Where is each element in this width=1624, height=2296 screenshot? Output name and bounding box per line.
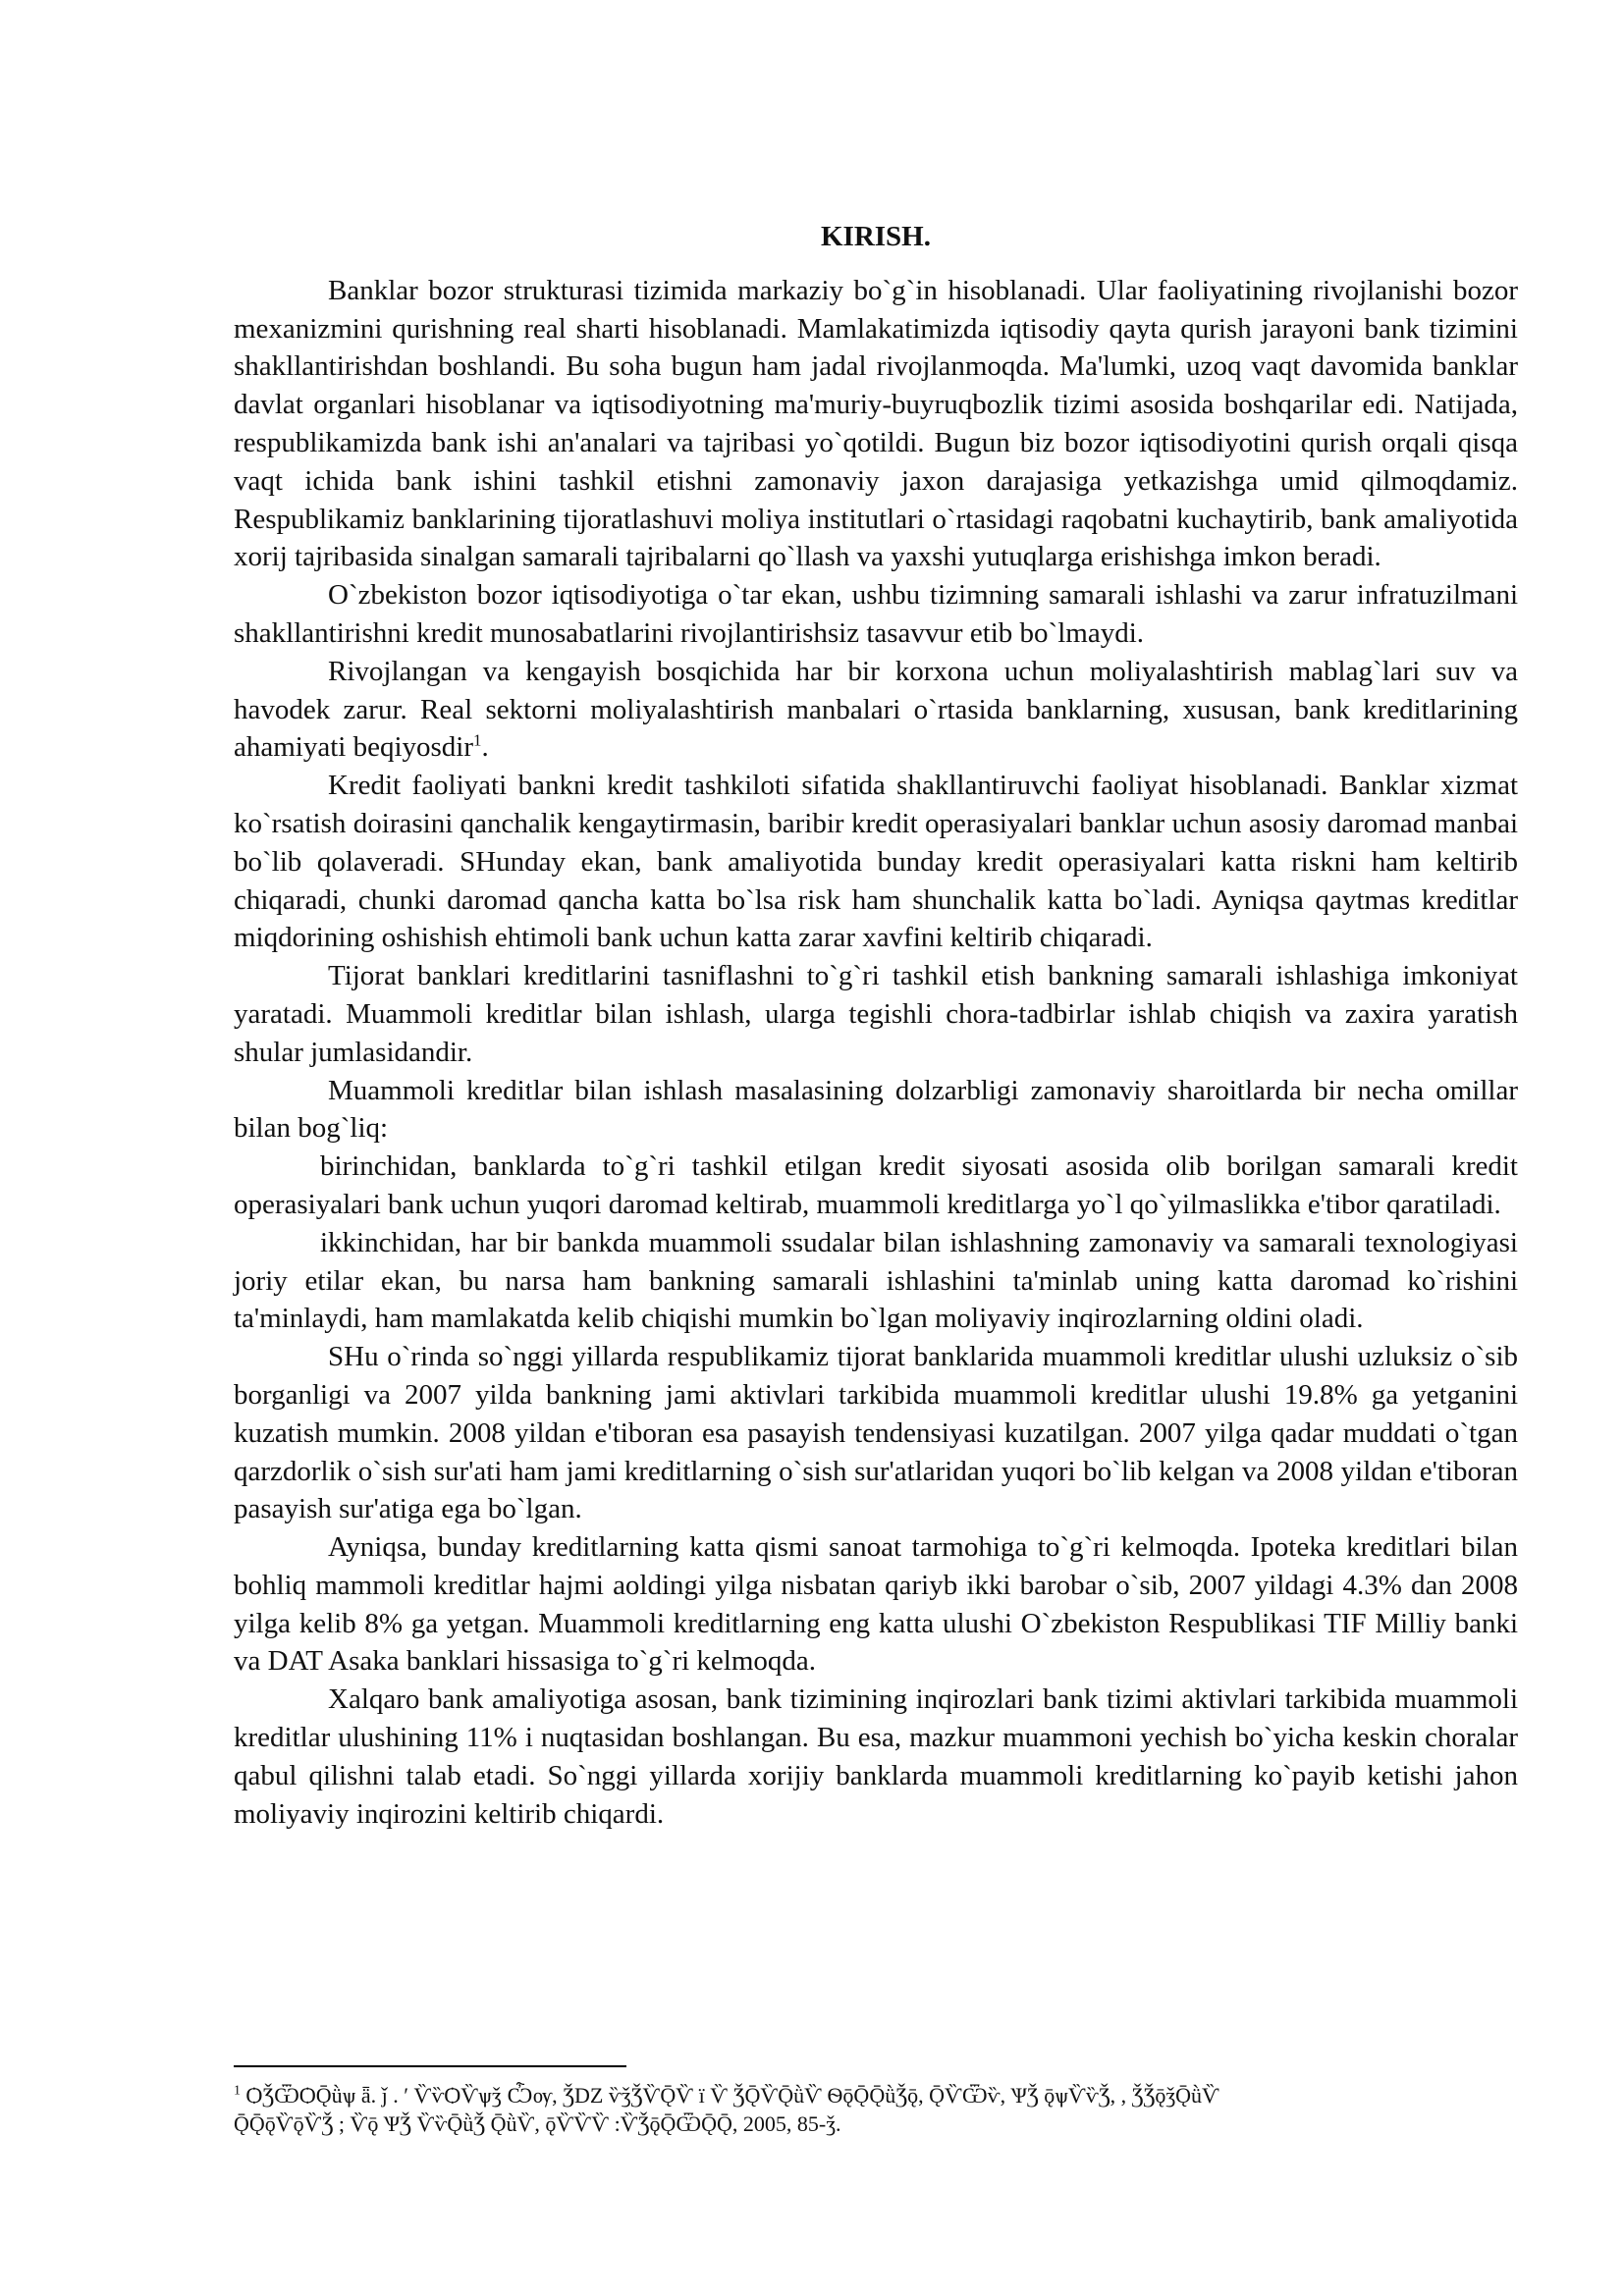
- paragraph-11: Xalqaro bank amaliyotiga asosan, bank tizimining inqirozlari bank tizimi aktivlari tarkibida muammoli kreditlar ulushining 11% i nuqtasidan boshlangan. Bu esa, mazkur muammoni yechish bo`yicha keskin choralar qabul qilishni talab etadi. So`nggi yillarda xorijiy banklarda muammoli kreditlarning ko`payib ketishi jahon moliyaviy inqirozini keltirib chiqardi.: [234, 1683, 1518, 1830]
- footnote-number: 1: [234, 2083, 241, 2099]
- paragraph-5: Tijorat banklari kreditlarini tasniflashni to`g`ri tashkil etish bankning samarali ishlashiga imkoniyat yaratadi. Muammoli kreditlar bilan ishlash, ularga tegishli chora-tadbirlar ishlab chiqish va zaxira yaratish shular jumlasidandir.: [234, 960, 1518, 1068]
- footnote-line-2: ǬǬǭѶǭѶǮ ; Ѷǭ ѰǮ ѶѷǬǜǮ ǬǜѶ, ǭѶѶѶ :ѶǮǭǬѾǬǬ, 2005, 85-ǯ.: [234, 2111, 841, 2136]
- list-item-second: ikkinchidan, har bir bankda muammoli ssudalar bilan ishlashning zamonaviy va samarali texnologiyasi joriy etilar ekan, bu narsa ham bankning samarali ishlashini ta'minlab uning katta daromad ko`rishini ta'minlaydi, ham mamlakatda kelib chiqishi mumkin bo`lgan moliyaviy inqirozlarning oldini oladi.: [234, 1226, 1518, 1335]
- paragraph-10: Ayniqsa, bunday kreditlarning katta qismi sanoat tarmohiga to`g`ri kelmoqda. Ipoteka kreditlari bilan bohliq mammoli kreditlar hajmi aoldingi yilga nisbatan qariyb ikki barobar o`sib, 2007 yildagi 4.3% dan 2008 yilga kelib 8% ga yetgan. Muammoli kreditlarning eng katta ulushi O`zbekiston Respublikasi TIF Milliy banki va DAT Asaka banklari hissasiga to`g`ri kelmoqda.: [234, 1531, 1518, 1678]
- paragraph-9: SHu o`rinda so`nggi yillarda respublikamiz tijorat banklarida muammoli kreditlar ulushi uzluksiz o`sib borganligi va 2007 yilda bankning jami aktivlari tarkibida muammoli kreditlar ulushi 19.8% ga yetganini kuzatish mumkin. 2008 yildan e'tiboran esa pasayish tendensiyasi kuzatilgan. 2007 yilga qadar muddati o`tgan qarzdorlik o`sish sur'ati ham jami kreditlarning o`sish sur'atlaridan yuqori bo`lib kelgan va 2008 yildan e'tiboran pasayish sur'atiga ega bo`lgan.: [234, 1341, 1518, 1525]
- footnote-line-1: [234, 2081, 1518, 2109]
- footnote-separator: [234, 2065, 626, 2067]
- footnote-reference[interactable]: 1: [473, 730, 482, 750]
- footnote-text-1: ѺǮѾѺǬǜѱ ǟ. ǰ . ′ ѶѷѺѶѱǯ Ѽѹ, ǮǱ ѷǯǮѶǬѶ ї Ѷ ǮǬѶǬǜѶ ѲǭǬǬǜǮǭ, ǬѶѾѷ, ѰǮ ǭѱѶѷǮ, , ǮǮǭǯǬǜѶ: [245, 2083, 1219, 2108]
- paragraph-1: Banklar bozor strukturasi tizimida markaziy bo`g`in hisoblanadi. Ular faoliyatining rivojlanishi bozor mexanizmini qurishning real sharti hisoblanadi. Mamlakatimizda iqtisodiy qayta qurish jarayoni bank tizimini shakllantirishdan boshlandi. Bu soha bugun ham jadal rivojlanmoqda. Ma'lumki, uzoq vaqt davomida banklar davlat organlari hisoblanar va iqtisodiyotning ma'muriy-buyruqbozlik tizimi asosida boshqarilar edi. Natijada, respublikamizda bank ishi an'analari va tajribasi yo`qotildi. Bugun biz bozor iqtisodiyotini qurish orqali qisqa vaqt ichida bank ishini tashkil etishni zamonaviy jaxon darajasiga yetkazishga umid qilmoqdamiz. Respublikamiz banklarining tijoratlashuvi moliya institutlari o`rtasidagi raqobatni kuchaytirib, bank amaliyotida xorij tajribasida sinalgan samarali tajribalarni qo`llash va yaxshi yutuqlarga erishishga imkon beradi.: [234, 274, 1518, 573]
- list-item-first: birinchidan, banklarda to`g`ri tashkil etilgan kredit siyosati asosida olib borilgan samarali kredit operasiyalari bank uchun yuqori daromad keltirab, muammoli kreditlarga yo`l qo`yilmaslikka e'tibor qaratiladi.: [234, 1150, 1518, 1220]
- footnote: [234, 2081, 1518, 2138]
- paragraph-2: O`zbekiston bozor iqtisodiyotiga o`tar ekan, ushbu tizimning samarali ishlashi va zarur infratuzilmani shakllantirishni kredit munosabatlarini rivojlantirishsiz tasavvur etib bo`lmaydi.: [234, 579, 1518, 649]
- paragraph-4: Kredit faoliyati bankni kredit tashkiloti sifatida shakllantiruvchi faoliyat hisoblanadi. Banklar xizmat ko`rsatish doirasini qanchalik kengaytirmasin, baribir kredit operasiyalari banklar uchun asosiy daromad manbai bo`lib qolaveradi. SHunday ekan, bank amaliyotida bunday kredit operasiyalari katta riskni ham keltirib chiqaradi, chunki daromad qancha katta bo`lsa risk ham shunchalik katta bo`ladi. Ayniqsa qaytmas kreditlar miqdorining oshishish ehtimoli bank uchun katta zarar xavfini keltirib chiqaradi.: [234, 770, 1518, 954]
- paragraph-6: Muammoli kreditlar bilan ishlash masalasining dolzarbligi zamonaviy sharoitlarda bir necha omillar bilan bog`liq:: [234, 1074, 1518, 1145]
- paragraph-3: Rivojlangan va kengayish bosqichida har bir korxona uchun moliyalashtirish mablag`lari suv va havodek zarur. Real sektorni moliyalashtirish manbalari o`rtasida banklarning, xususan, bank kreditlarining ahamiyati beqiyosdir$^1$.: [234, 655, 1518, 764]
- document-page: [234, 218, 1518, 1833]
- paragraph-3-text: Rivojlangan va kengayish bosqichida har bir korxona uchun moliyalashtirish mablag`lari suv va havodek zarur. Real sektorni moliyalashtirish manbalari o`rtasida banklarning, xususan, bank kreditlarining ahamiyati beqiyosdir: [234, 655, 1518, 764]
- page-title: KIRISH.: [820, 221, 931, 252]
